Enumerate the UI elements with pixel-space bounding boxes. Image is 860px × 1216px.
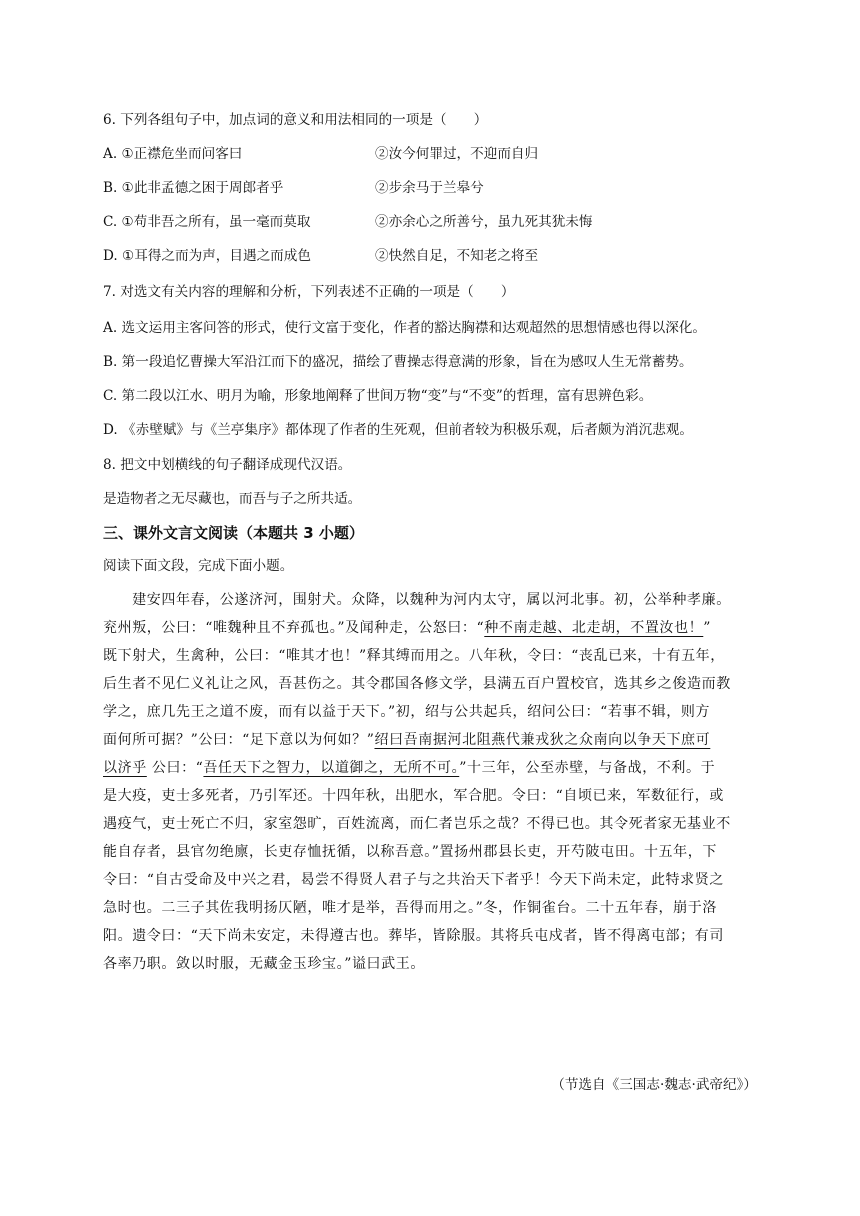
passage-line <box>103 698 763 726</box>
passage-text: 是大疫，吏士多死者，乃引军还。十四年秋，出肥水，军合肥。令曰：“自顷已来，军数征行，或 <box>103 788 724 804</box>
q7-option-a: A. 选文运用主客问答的形式，使行文富于变化，作者的豁达胸襟和达观超然的思想情感也得以深化。 <box>103 320 706 336</box>
passage-text: 面何所可据？”公曰：“足下意以为何如？” <box>103 732 375 748</box>
underlined-sentence: 吾任天下之智力，以道御之，无所不可。 <box>203 760 460 776</box>
passage-line <box>103 866 763 894</box>
passage-line <box>103 642 763 670</box>
passage-source: （节选自《三国志·魏志·武帝纪》） <box>551 1077 757 1093</box>
q6-option-a-1: A. ①正襟危坐而问客曰 <box>103 146 243 162</box>
q6-option-b-2: ②步余马于兰皋兮 <box>375 180 484 196</box>
q6-option-c-2: ②亦余心之所善兮，虽九死其犹未悔 <box>375 214 593 230</box>
q6-option-d-1: D. ①耳得之而为声，目遇之而成色 <box>103 248 311 264</box>
passage-text: 急时也。二三子其佐我明扬仄陋，唯才是举，吾得而用之。”冬，作铜雀台。二十五年春，崩于洛 <box>103 900 717 916</box>
question-6-stem: 6. 下列各组句子中，加点词的意义和用法相同的一项是（ ） <box>103 112 488 128</box>
passage-text: 能自存者，县官勿绝廪，长吏存恤抚循，以称吾意。”置扬州郡县长吏，开芍陂屯田。十五年，下 <box>103 844 717 860</box>
passage-line <box>103 810 763 838</box>
passage-text: 兖州叛，公曰：“唯魏种且不弃孤也。”及闻种走，公怒曰：“ <box>103 620 485 636</box>
passage-line <box>103 838 763 866</box>
passage-text: ”十三年，公至赤壁，与备战，不利。于 <box>459 760 716 776</box>
underlined-sentence: 种不南走越、北走胡，不置汝也！ <box>484 620 704 636</box>
q6-option-c-1: C. ①苟非吾之所有，虽一毫而莫取 <box>103 214 311 230</box>
passage-line <box>103 586 763 614</box>
passage-text: 既下射犬，生禽种，公曰：“唯其才也！”释其缚而用之。八年秋，令曰：“丧乱已来，十有五年， <box>103 648 725 664</box>
passage-text: 遇疫气，吏士死亡不归，家室怨旷，百姓流离，而仁者岂乐之哉？不得已也。其令死者家无基业不 <box>103 816 731 832</box>
passage-text: ” <box>703 620 712 636</box>
section-instruction: 阅读下面文段，完成下面小题。 <box>103 558 294 574</box>
passage-line <box>103 670 763 698</box>
q6-option-d-2: ②快然自足，不知老之将至 <box>375 248 539 264</box>
q6-option-a-2: ②汝今何罪过，不迎而自归 <box>375 146 539 162</box>
passage-line <box>103 726 763 754</box>
passage <box>103 586 763 978</box>
passage-line <box>103 754 763 782</box>
underlined-sentence: 以济乎 <box>103 760 147 776</box>
section-heading: 三、课外文言文阅读（本题共 3 小题） <box>103 524 364 542</box>
passage-line <box>103 922 763 950</box>
question-8-stem: 8. 把文中划横线的句子翻译成现代汉语。 <box>103 457 352 473</box>
q8-sentence: 是造物者之无尽藏也，而吾与子之所共适。 <box>103 491 362 507</box>
passage-text: 令曰：“自古受命及中兴之君，曷尝不得贤人君子与之共治天下者乎！今天下尚未定，此特求贤之 <box>103 872 724 888</box>
passage-text: 公曰：“ <box>146 760 204 776</box>
q7-option-d: D. 《赤壁赋》与《兰亭集序》都体现了作者的生死观，但前者较为积极乐观，后者颇为消沉悲观。 <box>103 422 693 438</box>
q7-option-c: C. 第二段以江水、明月为喻，形象地阐释了世间万物“变”与“不变”的哲理，富有思辨色彩。 <box>103 388 653 404</box>
passage-text: 各率乃职。敛以时服，无藏金玉珍宝。”谥曰武王。 <box>103 956 425 972</box>
passage-text: 建安四年春，公遂济河，围射犬。众降，以魏种为河内太守，属以河北事。初，公举种孝廉。 <box>103 592 731 608</box>
passage-line <box>103 782 763 810</box>
q6-option-b-1: B. ①此非孟德之困于周郎者乎 <box>103 180 284 196</box>
passage-line <box>103 614 763 642</box>
q7-option-b: B. 第一段追忆曹操大军沿江而下的盛况，描绘了曹操志得意满的形象，旨在为感叹人生无常蓄势。 <box>103 354 693 370</box>
passage-line <box>103 950 763 978</box>
passage-text: 后生者不见仁义礼让之风，吾甚伤之。其令郡国各修文学，县满五百户置校官，选其乡之俊造而教 <box>103 676 731 692</box>
passage-text: 阳。遗令曰：“天下尚未安定，未得遵古也。葬毕，皆除服。其将兵屯戍者，皆不得离屯部；有司 <box>103 928 724 944</box>
passage-line <box>103 894 763 922</box>
underlined-sentence: 绍曰吾南据河北阻燕代兼戎狄之众南向以争天下庶可 <box>374 732 711 748</box>
question-7-stem: 7. 对选文有关内容的理解和分析，下列表述不正确的一项是（ ） <box>103 284 515 300</box>
passage-text: 学之，庶几先王之道不废，而有以益于天下。”初，绍与公共起兵，绍问公曰：“若事不辑，则方 <box>103 704 711 720</box>
